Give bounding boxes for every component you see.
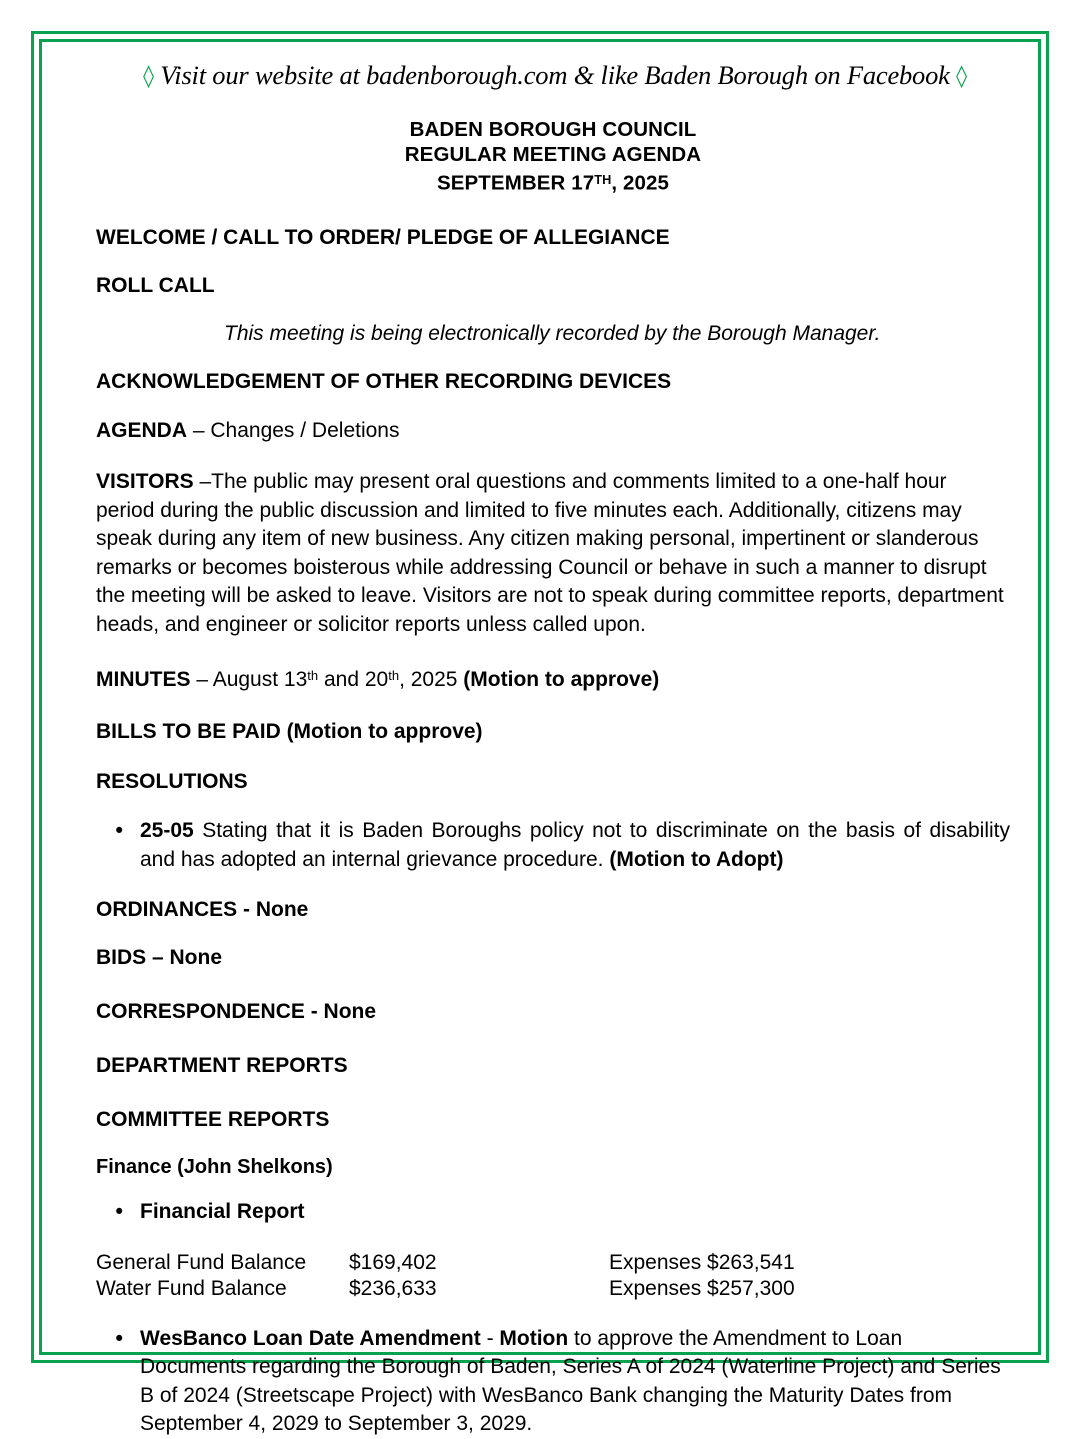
- financial-report-table-body: [96, 1250, 795, 1302]
- section-bills-to-be-paid: [96, 718, 1010, 747]
- fund-balance: $169,402: [349, 1250, 437, 1274]
- spacer: [96, 695, 1010, 718]
- bullet-icon: •: [113, 819, 126, 844]
- website-tagline: [96, 60, 1010, 91]
- wesbanco-list-item: [96, 1325, 1010, 1439]
- website-tagline-text: Visit our website at badenborough.com & like Baden Borough on Facebook: [160, 60, 950, 90]
- section-minutes: [96, 662, 1010, 694]
- section-welcome: WELCOME / CALL TO ORDER/ PLEDGE OF ALLEGIANCE: [96, 225, 670, 249]
- section-bids: BIDS – None: [96, 946, 223, 970]
- minutes-date-part-2: and 20: [318, 668, 389, 692]
- spacer: [96, 298, 1010, 321]
- section-committee-reports: COMMITTEE REPORTS: [96, 1108, 330, 1132]
- subsection-finance: Finance (John Shelkons): [96, 1156, 333, 1179]
- spacer: [96, 922, 1010, 945]
- diamond-right-icon: ◊: [956, 64, 967, 89]
- spacer: [96, 639, 1010, 662]
- spacer: [96, 746, 1010, 769]
- spacer: [96, 1024, 1010, 1053]
- title-line-organization: BADEN BOROUGH COUNCIL: [409, 118, 697, 141]
- spacer: [96, 1302, 1010, 1325]
- section-roll-call: ROLL CALL: [96, 273, 215, 297]
- visitors-body: –The public may present oral questions and comments limited to a one-half hour period during the public discussion and limited to five minutes each. Additionally, citizens may speak during any item of new business. Any citizen making personal, impertinent or slanderous remarks or becomes boisterous while addressing Council or behave in such a manner to disrupt the meeting will be asked to leave. Visitors are not to speak during committee reports, department heads, and engineer or solicitor reports unless called upon.: [96, 470, 1004, 636]
- recording-note: This meeting is being electronically recorded by the Borough Manager.: [224, 321, 881, 345]
- spacer: [96, 196, 1010, 225]
- agenda-label: AGENDA: [96, 418, 188, 442]
- page-border-outer: [31, 31, 1049, 1436]
- bullet-icon: •: [113, 1326, 126, 1351]
- wesbanco-item-body: [140, 1325, 1010, 1439]
- minutes-date-part-3: , 2025: [399, 668, 464, 692]
- title-line-meeting-type: REGULAR MEETING AGENDA: [404, 143, 702, 166]
- spacer: [96, 970, 1010, 999]
- document-content: [42, 42, 1038, 1436]
- bills-label: BILLS TO BE PAID: [96, 719, 281, 743]
- spacer: [96, 1180, 1010, 1198]
- wesbanco-text: to approve the Amendment to Loan Documents regarding the Borough of Baden, Series A of 2024 (Waterline Project) and Series B of 2024 (Streetscape Project) with WesBanco Bank changing the Maturity Dates from September 4, 2029 to September 3, 2029.: [140, 1326, 1001, 1436]
- section-agenda: [96, 417, 1010, 446]
- financial-report-label-text: Financial Report: [140, 1200, 305, 1224]
- minutes-label: MINUTES: [96, 668, 191, 692]
- resolution-number: 25-05: [140, 819, 194, 843]
- spacer: [96, 1132, 1010, 1155]
- minutes-date-part-1: – August 13: [190, 668, 308, 692]
- visitors-label: VISITORS: [96, 470, 194, 494]
- resolution-item-body: [140, 817, 1010, 874]
- financial-report-list-item: [96, 1198, 1010, 1227]
- agenda-detail: – Changes / Deletions: [187, 418, 400, 442]
- section-acknowledgement: ACKNOWLEDGEMENT OF OTHER RECORDING DEVICES: [96, 369, 672, 393]
- minutes-motion: (Motion to approve): [463, 668, 660, 692]
- fund-balance: $236,633: [349, 1276, 437, 1300]
- table-row: [96, 1276, 795, 1302]
- financial-report-table: [96, 1250, 795, 1302]
- document-title-block: [96, 117, 1010, 196]
- bullet-icon: •: [113, 1200, 126, 1225]
- section-correspondence: CORRESPONDENCE - None: [96, 1000, 377, 1024]
- wesbanco-dash: -: [480, 1326, 500, 1350]
- table-row: [96, 1250, 795, 1276]
- resolution-list-item: [96, 817, 1010, 874]
- section-resolutions: RESOLUTIONS: [96, 770, 248, 794]
- page-border-inner: [39, 39, 1041, 1436]
- fund-expenses: Expenses $257,300: [609, 1276, 795, 1300]
- wesbanco-title: WesBanco Loan Date Amendment: [140, 1326, 481, 1350]
- bills-motion: (Motion to approve): [280, 719, 483, 743]
- diamond-left-icon: ◊: [143, 64, 154, 89]
- title-line-date: [96, 167, 1010, 196]
- spacer: [96, 346, 1010, 369]
- financial-report-label: [140, 1198, 1010, 1227]
- section-ordinances: ORDINANCES - None: [96, 898, 309, 922]
- date-ordinal-suffix: TH: [594, 172, 612, 187]
- spacer: [96, 794, 1010, 817]
- minutes-ordinal-1: th: [307, 668, 319, 684]
- fund-label: General Fund Balance: [96, 1250, 307, 1274]
- section-department-reports: DEPARTMENT REPORTS: [96, 1054, 348, 1078]
- spacer: [96, 1227, 1010, 1250]
- spacer: [96, 250, 1010, 273]
- spacer: [96, 874, 1010, 897]
- spacer: [96, 1078, 1010, 1107]
- fund-expenses: Expenses $263,541: [609, 1250, 795, 1274]
- wesbanco-motion-word: Motion: [499, 1326, 569, 1350]
- date-prefix: SEPTEMBER 17: [436, 171, 595, 195]
- minutes-ordinal-2: th: [388, 668, 400, 684]
- spacer: [96, 394, 1010, 417]
- section-visitors: [96, 468, 1010, 639]
- resolution-text: Stating that it is Baden Boroughs policy not to discriminate on the basis of disability and has adopted an internal grievance procedure.: [140, 819, 1010, 871]
- fund-label: Water Fund Balance: [96, 1276, 287, 1300]
- resolution-motion: (Motion to Adopt): [609, 847, 784, 871]
- spacer: [96, 445, 1010, 468]
- date-suffix: , 2025: [611, 171, 670, 195]
